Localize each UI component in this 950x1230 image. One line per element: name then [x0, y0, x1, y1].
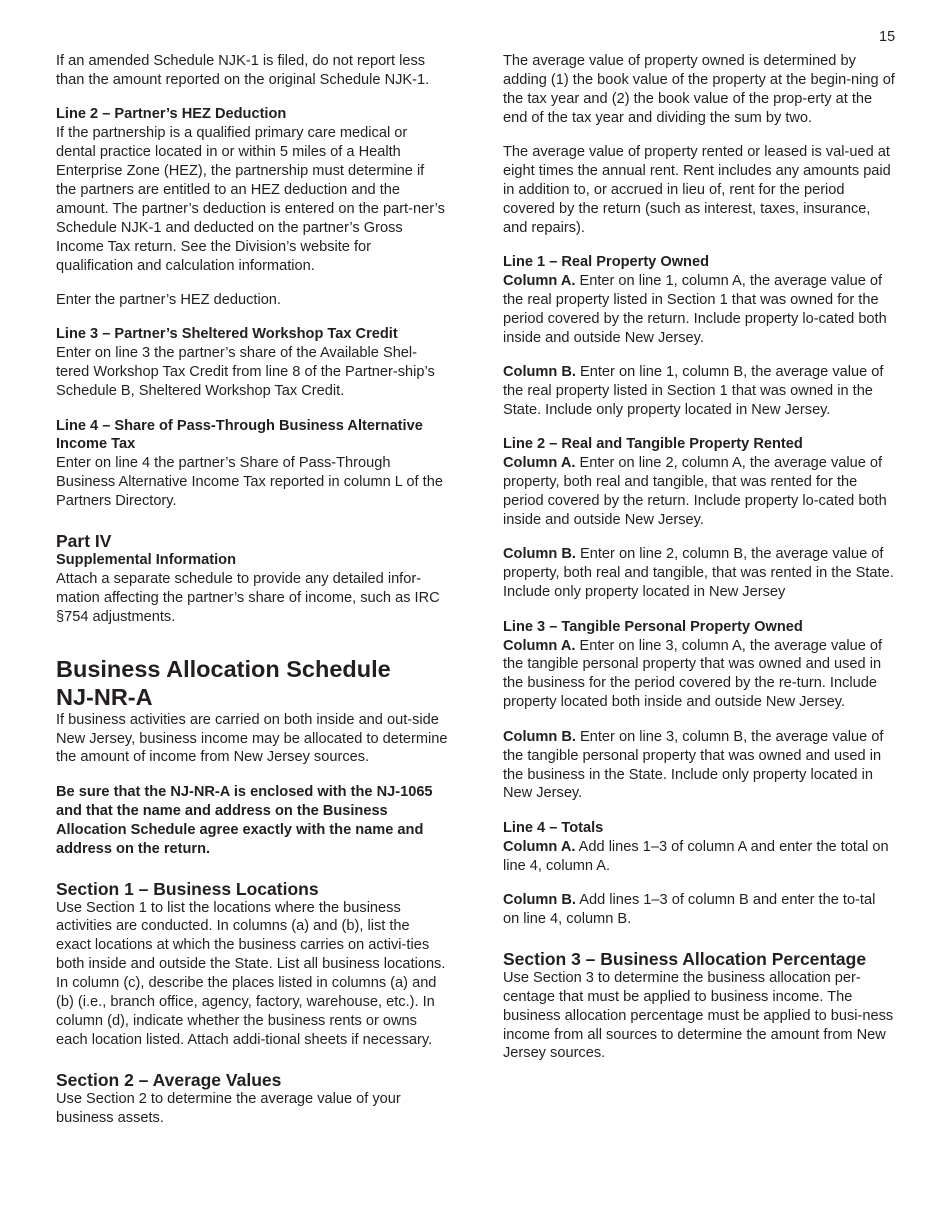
- avg-owned-paragraph: The average value of property owned is determined by adding (1) the book value of the property at the begin-ning of the tax year and (2) the book value of the prop-erty at the end of the tax year and dividing the sum by two.: [503, 53, 895, 126]
- line3-col-b-text: Enter on line 3, column B, the average value of the tangible personal property that was owned and used in the business in the State. Include only property located in New Jersey.: [503, 728, 884, 802]
- line1-col-b: [503, 363, 895, 420]
- line2-text: If the partnership is a qualified primary care medical or dental practice located in or within 5 miles of a Health Enterprise Zone (HEZ), the partnership must determine if the partners are entitled to an HEZ deduction and the amount. The partner’s deduction is entered on the part-ner’s Schedule NJK-1 and deducted on the partner’s Gross Income Tax return. See the Division’s website for qualification and calculation information.: [56, 125, 445, 274]
- column-b-label: Column B.: [503, 892, 576, 909]
- line3-col-b: [503, 728, 895, 804]
- line3-section: [56, 325, 448, 401]
- line2-enter: Enter the partner’s HEZ deduction.: [56, 291, 281, 308]
- line2-col-b: [503, 545, 895, 602]
- amended-paragraph: If an amended Schedule NJK-1 is filed, do not report less than the amount reported on the original Schedule NJK-1.: [56, 53, 430, 88]
- bas-section: [56, 655, 448, 768]
- line3-tangible-heading: Line 3 – Tangible Personal Property Owned: [503, 618, 803, 635]
- bas-text: If business activities are carried on both inside and out-side New Jersey, business income may be allocated to determine the amount of income from New Jersey sources.: [56, 711, 448, 766]
- section2-text: Use Section 2 to determine the average value of your business assets.: [56, 1090, 401, 1126]
- line2-col-b-text: Enter on line 2, column B, the average value of property, both real and tangible, that was rented in the State. Include only property located in New Jersey: [503, 546, 894, 601]
- section1-heading: Section 1 – Business Locations: [56, 878, 319, 899]
- bas-heading-line1: Business Allocation Schedule: [56, 655, 391, 682]
- part4-text: Attach a separate schedule to provide any detailed infor-mation affecting the partner’s share of income, such as IRC §754 adjustments.: [56, 570, 440, 625]
- line4-heading: Line 4 – Share of Pass-Through Business Alternative Income Tax: [56, 417, 423, 453]
- part4-subheading: Supplemental Information: [56, 552, 236, 569]
- column-b-label: Column B.: [503, 364, 576, 381]
- right-column: [503, 52, 895, 1079]
- line4-col-a-text: Add lines 1–3 of column A and enter the total on line 4, column A.: [503, 838, 889, 874]
- part4-section: [56, 531, 448, 627]
- line2-col-a: [503, 435, 895, 530]
- section3: [503, 949, 895, 1064]
- section1-text: Use Section 1 to list the locations where the business activities are conducted. In columns (a) and (b), list the exact locations at which the business carries on activi-ties both inside and outside the State. List all business locations. In column (c), describe the places listed in columns (a) and (b) (i.e., branch office, agency, factory, warehouse, etc.). In column (d), indicate whether the business rents or owns each location listed. Attach addi-tional sheets if necessary.: [56, 899, 446, 1048]
- line4-col-b-text: Add lines 1–3 of column B and enter the to-tal on line 4, column B.: [503, 892, 876, 927]
- section2-heading: Section 2 – Average Values: [56, 1069, 282, 1090]
- line1-col-a: [503, 253, 895, 348]
- line3-text: Enter on line 3 the partner’s share of the Available Shel-tered Workshop Tax Credit from line 8 of the Partner-ship’s Schedule B, Sheltered Workshop Tax Credit.: [56, 345, 435, 400]
- line4-col-a: [503, 819, 895, 876]
- section1: [56, 879, 448, 1050]
- line1-col-b-text: Enter on line 1, column B, the average value of the real property listed in Section 1 that was owned in the State. Include only property located in New Jersey.: [503, 364, 884, 418]
- left-column: [56, 52, 448, 1143]
- line3-col-a: [503, 618, 895, 713]
- column-a-label: Column A.: [503, 637, 576, 654]
- column-a-label: Column A.: [503, 273, 576, 290]
- section2: [56, 1070, 448, 1128]
- line1-col-a-text: Enter on line 1, column A, the average value of the real property listed in Section 1 that was owned for the period covered by the return. Include property lo-cated both inside and outside New Jersey.: [503, 273, 887, 346]
- line2-col-a-text: Enter on line 2, column A, the average value of property, both real and tangible, that was rented for the period covered by the return. Include property lo-cated both inside and outside New Jersey.: [503, 455, 887, 529]
- line2-section: [56, 105, 448, 275]
- line4-section: [56, 417, 448, 512]
- line3-heading: Line 3 – Partner’s Sheltered Workshop Tax Credit: [56, 326, 398, 343]
- line4-text: Enter on line 4 the partner’s Share of Pass-Through Business Alternative Income Tax reported in column L of the Partners Directory.: [56, 455, 443, 510]
- line3-col-a-text: Enter on line 3, column A, the average value of the tangible personal property that was owned and used in the business for the period covered by the re-turn. Include property located both inside and outside New Jersey.: [503, 637, 883, 711]
- line1-heading: Line 1 – Real Property Owned: [503, 254, 709, 271]
- column-b-label: Column B.: [503, 728, 576, 745]
- bas-notice: Be sure that the NJ-NR-A is enclosed with the NJ-1065 and that the name and address on the Business Allocation Schedule agree exactly with the name and address on the return.: [56, 783, 433, 857]
- line2-rented-heading: Line 2 – Real and Tangible Property Rented: [503, 436, 803, 453]
- section3-heading: Section 3 – Business Allocation Percentage: [503, 948, 867, 969]
- line4-col-b: [503, 891, 895, 929]
- column-a-label: Column A.: [503, 838, 576, 855]
- column-b-label: Column B.: [503, 546, 576, 563]
- avg-rented-paragraph: The average value of property rented or leased is val-ued at eight times the annual rent. Rent includes any amounts paid in addition to, or accrued in lieu of, rent for the period covered by the return (such as interest, taxes, insurance, and repairs).: [503, 144, 891, 236]
- bas-heading-line2: NJ-NR-A: [56, 683, 153, 710]
- part4-heading: Part IV: [56, 531, 112, 552]
- section3-text: Use Section 3 to determine the business allocation per-centage that must be applied to business income. The business allocation percentage must be applied to busi-ness income from all sources to determine the amount from New Jersey sources.: [503, 969, 894, 1062]
- line4-totals-heading: Line 4 – Totals: [503, 819, 604, 836]
- line2-heading: Line 2 – Partner’s HEZ Deduction: [56, 106, 287, 123]
- column-a-label: Column A.: [503, 455, 576, 472]
- page-number: 15: [879, 29, 896, 45]
